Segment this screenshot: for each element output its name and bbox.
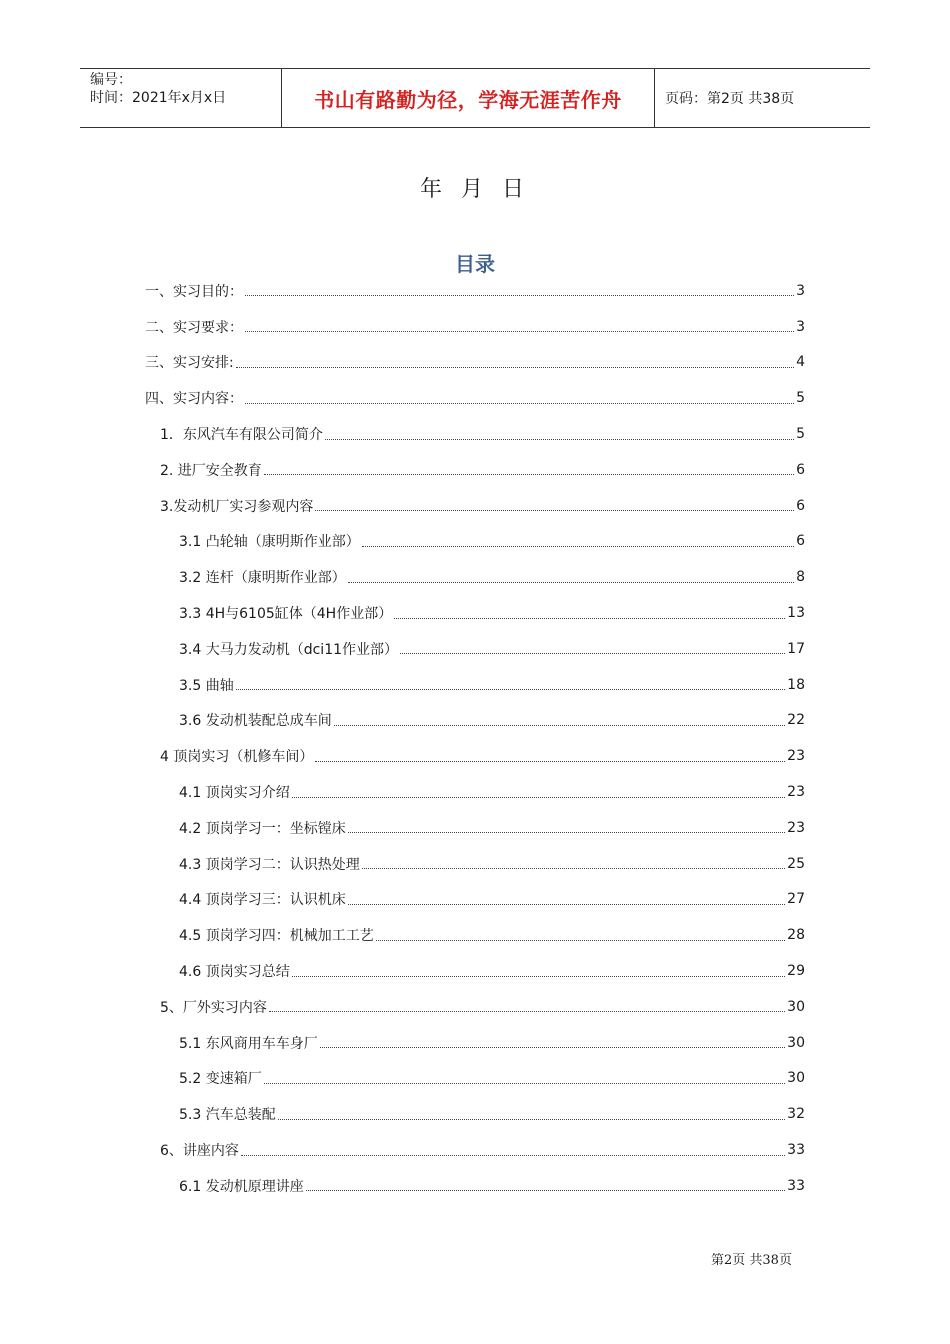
toc-leader-dots (278, 1119, 785, 1120)
toc-entry-title: 3.4 大马力发动机（dci11作业部） (179, 641, 399, 658)
toc-entry[interactable] (0, 309, 950, 345)
toc-title: 目录 (455, 252, 495, 276)
toc-entry[interactable] (0, 703, 950, 739)
toc-entry-page: 6 (796, 461, 805, 478)
toc-leader-dots (292, 797, 785, 798)
toc-entry-title: 3.3 4H与6105缸体（4H作业部） (179, 606, 393, 623)
toc-entry-title: 4.2 顶岗学习一：坐标镗床 (179, 820, 346, 837)
toc-leader-dots (362, 868, 785, 869)
toc-leader-dots (292, 976, 785, 977)
toc-entry-page: 32 (787, 1106, 805, 1123)
toc-entry-page: 3 (796, 282, 805, 299)
toc-leader-dots (245, 403, 794, 404)
toc-entry-title: 6.1 发动机原理讲座 (179, 1178, 304, 1195)
toc-entry[interactable] (0, 917, 950, 953)
toc-leader-dots (315, 510, 794, 511)
date-line: 年 月 日 (420, 177, 530, 202)
toc-leader-dots (264, 1083, 785, 1084)
toc-entry[interactable] (0, 631, 950, 667)
toc-entry-page: 25 (787, 855, 805, 872)
toc-entry-page: 6 (796, 533, 805, 550)
number-label: 编号： (90, 72, 132, 88)
toc-entry-page: 30 (787, 998, 805, 1015)
toc-entry-title: 1．东风汽车有限公司简介 (160, 427, 323, 444)
toc-leader-dots (400, 653, 785, 654)
toc-entry-title: 3.发动机厂实习参观内容 (160, 498, 314, 515)
toc-entry-page: 28 (787, 927, 805, 944)
toc-leader-dots (362, 546, 794, 547)
toc-leader-dots (325, 439, 794, 440)
toc-entry-page: 29 (787, 963, 805, 980)
toc-entry[interactable] (0, 1132, 950, 1168)
toc-entry[interactable] (0, 846, 950, 882)
toc-leader-dots (320, 1047, 785, 1048)
toc-entry[interactable] (0, 380, 950, 416)
toc-entry-page: 8 (796, 569, 805, 586)
toc-entry-title: 6、讲座内容 (160, 1143, 239, 1160)
toc-entry-title: 3.5 曲轴 (179, 677, 234, 694)
toc-entry[interactable] (0, 667, 950, 703)
toc-entry-title: 2. 进厂安全教育 (160, 462, 262, 479)
toc-entry-title: 3.1 凸轮轴（康明斯作业部） (179, 534, 360, 551)
header-motto: 书山有路勤为径，学海无涯苦作舟 (282, 69, 655, 127)
toc-entry-title: 一、实习目的： (145, 283, 243, 300)
toc-entry-page: 22 (787, 712, 805, 729)
toc-entry[interactable] (0, 1025, 950, 1061)
toc-entry-title: 3.2 连杆（康明斯作业部） (179, 570, 346, 587)
toc-entry[interactable] (0, 488, 950, 524)
toc-entry-page: 30 (787, 1034, 805, 1051)
toc-entry-page: 23 (787, 819, 805, 836)
toc-entry-page: 18 (787, 676, 805, 693)
toc-entry[interactable] (0, 1061, 950, 1097)
toc-entry[interactable] (0, 524, 950, 560)
toc-leader-dots (394, 618, 785, 619)
toc-leader-dots (269, 1011, 785, 1012)
toc-leader-dots (334, 725, 785, 726)
toc-list (0, 273, 950, 1204)
page-header (80, 68, 870, 128)
toc-leader-dots (348, 904, 785, 905)
toc-entry-title: 4.6 顶岗实习总结 (179, 964, 290, 981)
toc-entry-page: 5 (796, 390, 805, 407)
toc-leader-dots (376, 940, 785, 941)
toc-entry-title: 3.6 发动机装配总成车间 (179, 713, 332, 730)
toc-entry-title: 4.3 顶岗学习二：认识热处理 (179, 856, 360, 873)
toc-leader-dots (348, 582, 794, 583)
toc-entry-page: 30 (787, 1070, 805, 1087)
toc-leader-dots (306, 1190, 785, 1191)
toc-entry[interactable] (0, 989, 950, 1025)
toc-leader-dots (236, 367, 794, 368)
toc-entry[interactable] (0, 273, 950, 309)
toc-entry-page: 4 (796, 354, 805, 371)
header-page-label: 页码：第2页 共38页 (665, 91, 795, 107)
toc-entry-page: 33 (787, 1177, 805, 1194)
toc-entry-page: 5 (796, 426, 805, 443)
toc-entry-title: 5.3 汽车总装配 (179, 1107, 276, 1124)
toc-entry[interactable] (0, 416, 950, 452)
time-label: 时间：2021年x月x日 (90, 90, 227, 106)
toc-entry-title: 5.2 变速箱厂 (179, 1071, 262, 1088)
toc-entry[interactable] (0, 1168, 950, 1204)
toc-entry-title: 4.4 顶岗学习三：认识机床 (179, 892, 346, 909)
toc-leader-dots (236, 689, 785, 690)
toc-entry[interactable] (0, 953, 950, 989)
toc-entry-page: 23 (787, 784, 805, 801)
toc-entry-title: 4.5 顶岗学习四：机械加工工艺 (179, 928, 374, 945)
toc-entry[interactable] (0, 882, 950, 918)
toc-entry-title: 四、实习内容： (145, 391, 243, 408)
toc-entry[interactable] (0, 810, 950, 846)
toc-entry[interactable] (0, 452, 950, 488)
header-meta (80, 69, 282, 127)
toc-entry[interactable] (0, 559, 950, 595)
toc-leader-dots (348, 832, 785, 833)
toc-entry-page: 17 (787, 640, 805, 657)
page-footer: 第2页 共38页 (711, 1253, 792, 1268)
toc-leader-dots (264, 474, 794, 475)
toc-leader-dots (315, 761, 785, 762)
toc-entry[interactable] (0, 738, 950, 774)
toc-entry-page: 33 (787, 1142, 805, 1159)
toc-entry-page: 3 (796, 318, 805, 335)
toc-entry-title: 三、实习安排: (145, 355, 234, 372)
toc-entry-page: 6 (796, 497, 805, 514)
toc-entry[interactable] (0, 1096, 950, 1132)
toc-entry[interactable] (0, 774, 950, 810)
toc-entry-title: 4.1 顶岗实习介绍 (179, 785, 290, 802)
toc-entry-page: 27 (787, 891, 805, 908)
toc-leader-dots (245, 295, 794, 296)
toc-entry-title: 5、厂外实习内容 (160, 999, 267, 1016)
toc-leader-dots (241, 1155, 785, 1156)
toc-leader-dots (245, 331, 794, 332)
toc-entry-title: 4 顶岗实习（机修车间） (160, 749, 314, 766)
toc-entry[interactable] (0, 345, 950, 381)
toc-entry-title: 5.1 东风商用车车身厂 (179, 1035, 318, 1052)
toc-entry[interactable] (0, 595, 950, 631)
toc-entry-page: 23 (787, 748, 805, 765)
toc-entry-page: 13 (787, 605, 805, 622)
toc-entry-title: 二、实习要求： (145, 319, 243, 336)
